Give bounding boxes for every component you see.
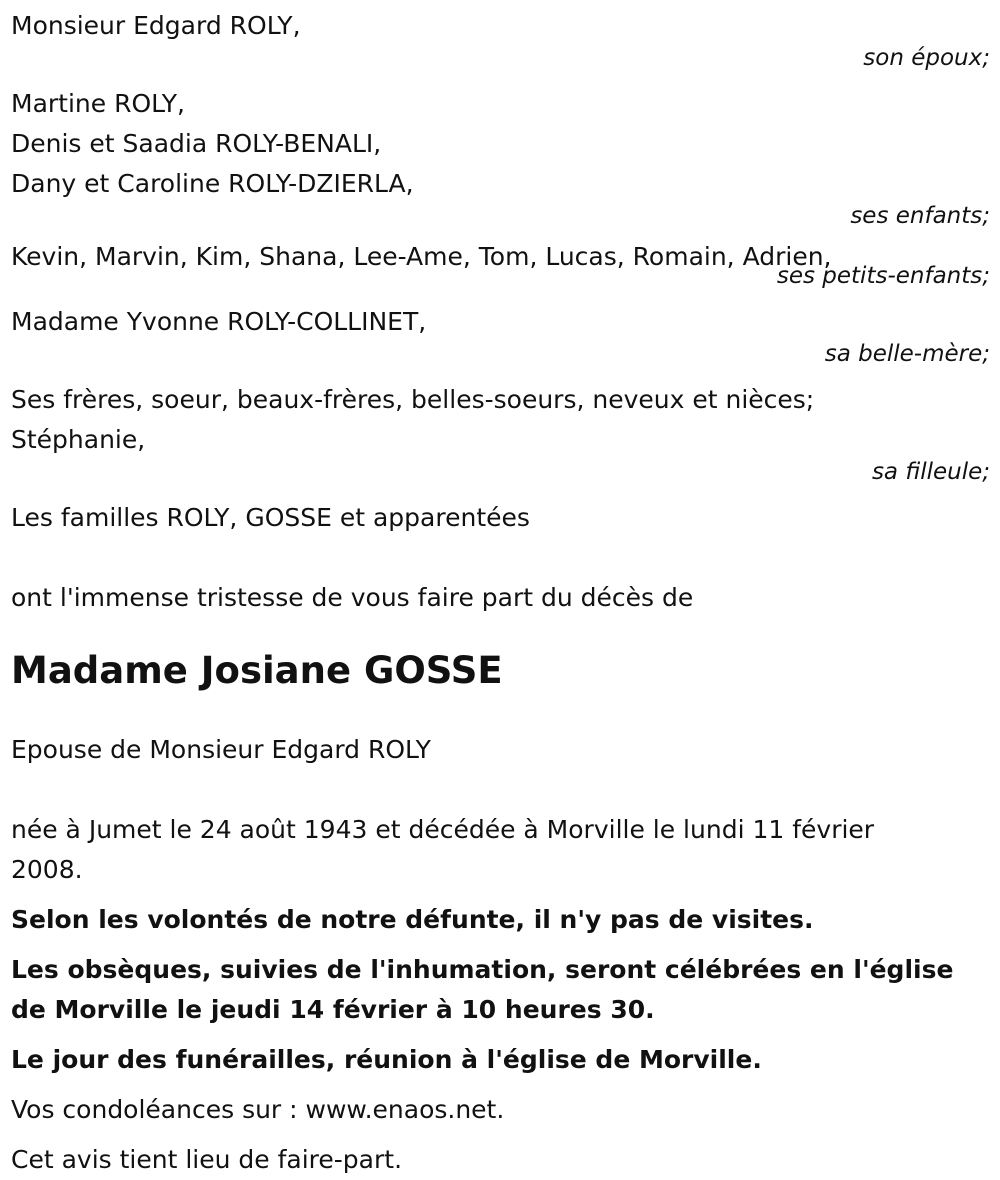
goddaughter-name: Stéphanie, bbox=[11, 425, 146, 454]
funeral-notice: Les obsèques, suivies de l'inhumation, seront célébrées en l'église de Morville le jeudi 14 février à 10 heures 30. bbox=[11, 955, 954, 1024]
visits-notice: Selon les volontés de notre défunte, il n'y pas de visites. bbox=[11, 905, 814, 934]
condolences-notice: Vos condoléances sur : www.enaos.net. bbox=[11, 1095, 505, 1124]
deceased-spouse-line: Epouse de Monsieur Edgard ROLY bbox=[11, 735, 431, 764]
grandchildren-role: ses petits-enfants; bbox=[776, 263, 990, 289]
siblings-line: Ses frères, soeur, beaux-frères, belles-soeurs, neveux et nièces; bbox=[11, 385, 815, 414]
closing-notice: Cet avis tient lieu de faire-part. bbox=[11, 1145, 403, 1174]
child-name: Martine ROLY, bbox=[11, 89, 185, 118]
deceased-name: Madame Josiane GOSSE bbox=[11, 649, 503, 692]
mother-in-law-role: sa belle-mère; bbox=[824, 341, 990, 367]
announcement-line: ont l'immense tristesse de vous faire part du décès de bbox=[11, 583, 694, 612]
child-name: Dany et Caroline ROLY-DZIERLA, bbox=[11, 169, 414, 198]
meeting-notice: Le jour des funérailles, réunion à l'église de Morville. bbox=[11, 1045, 762, 1074]
obituary-notice bbox=[0, 6, 1000, 1174]
birth-death-details: née à Jumet le 24 août 1943 et décédée à Morville le lundi 11 février 2008. bbox=[11, 815, 875, 884]
mother-in-law-name: Madame Yvonne ROLY-COLLINET, bbox=[11, 307, 427, 336]
spouse-role: son époux; bbox=[863, 45, 990, 71]
child-name: Denis et Saadia ROLY-BENALI, bbox=[11, 129, 382, 158]
spouse-name: Monsieur Edgard ROLY, bbox=[11, 11, 301, 40]
children-role: ses enfants; bbox=[850, 203, 990, 229]
goddaughter-role: sa filleule; bbox=[871, 459, 990, 485]
families-line: Les familles ROLY, GOSSE et apparentées bbox=[11, 503, 530, 532]
grandchildren-names: Kevin, Marvin, Kim, Shana, Lee-Ame, Tom, Lucas, Romain, Adrien, bbox=[11, 242, 832, 271]
